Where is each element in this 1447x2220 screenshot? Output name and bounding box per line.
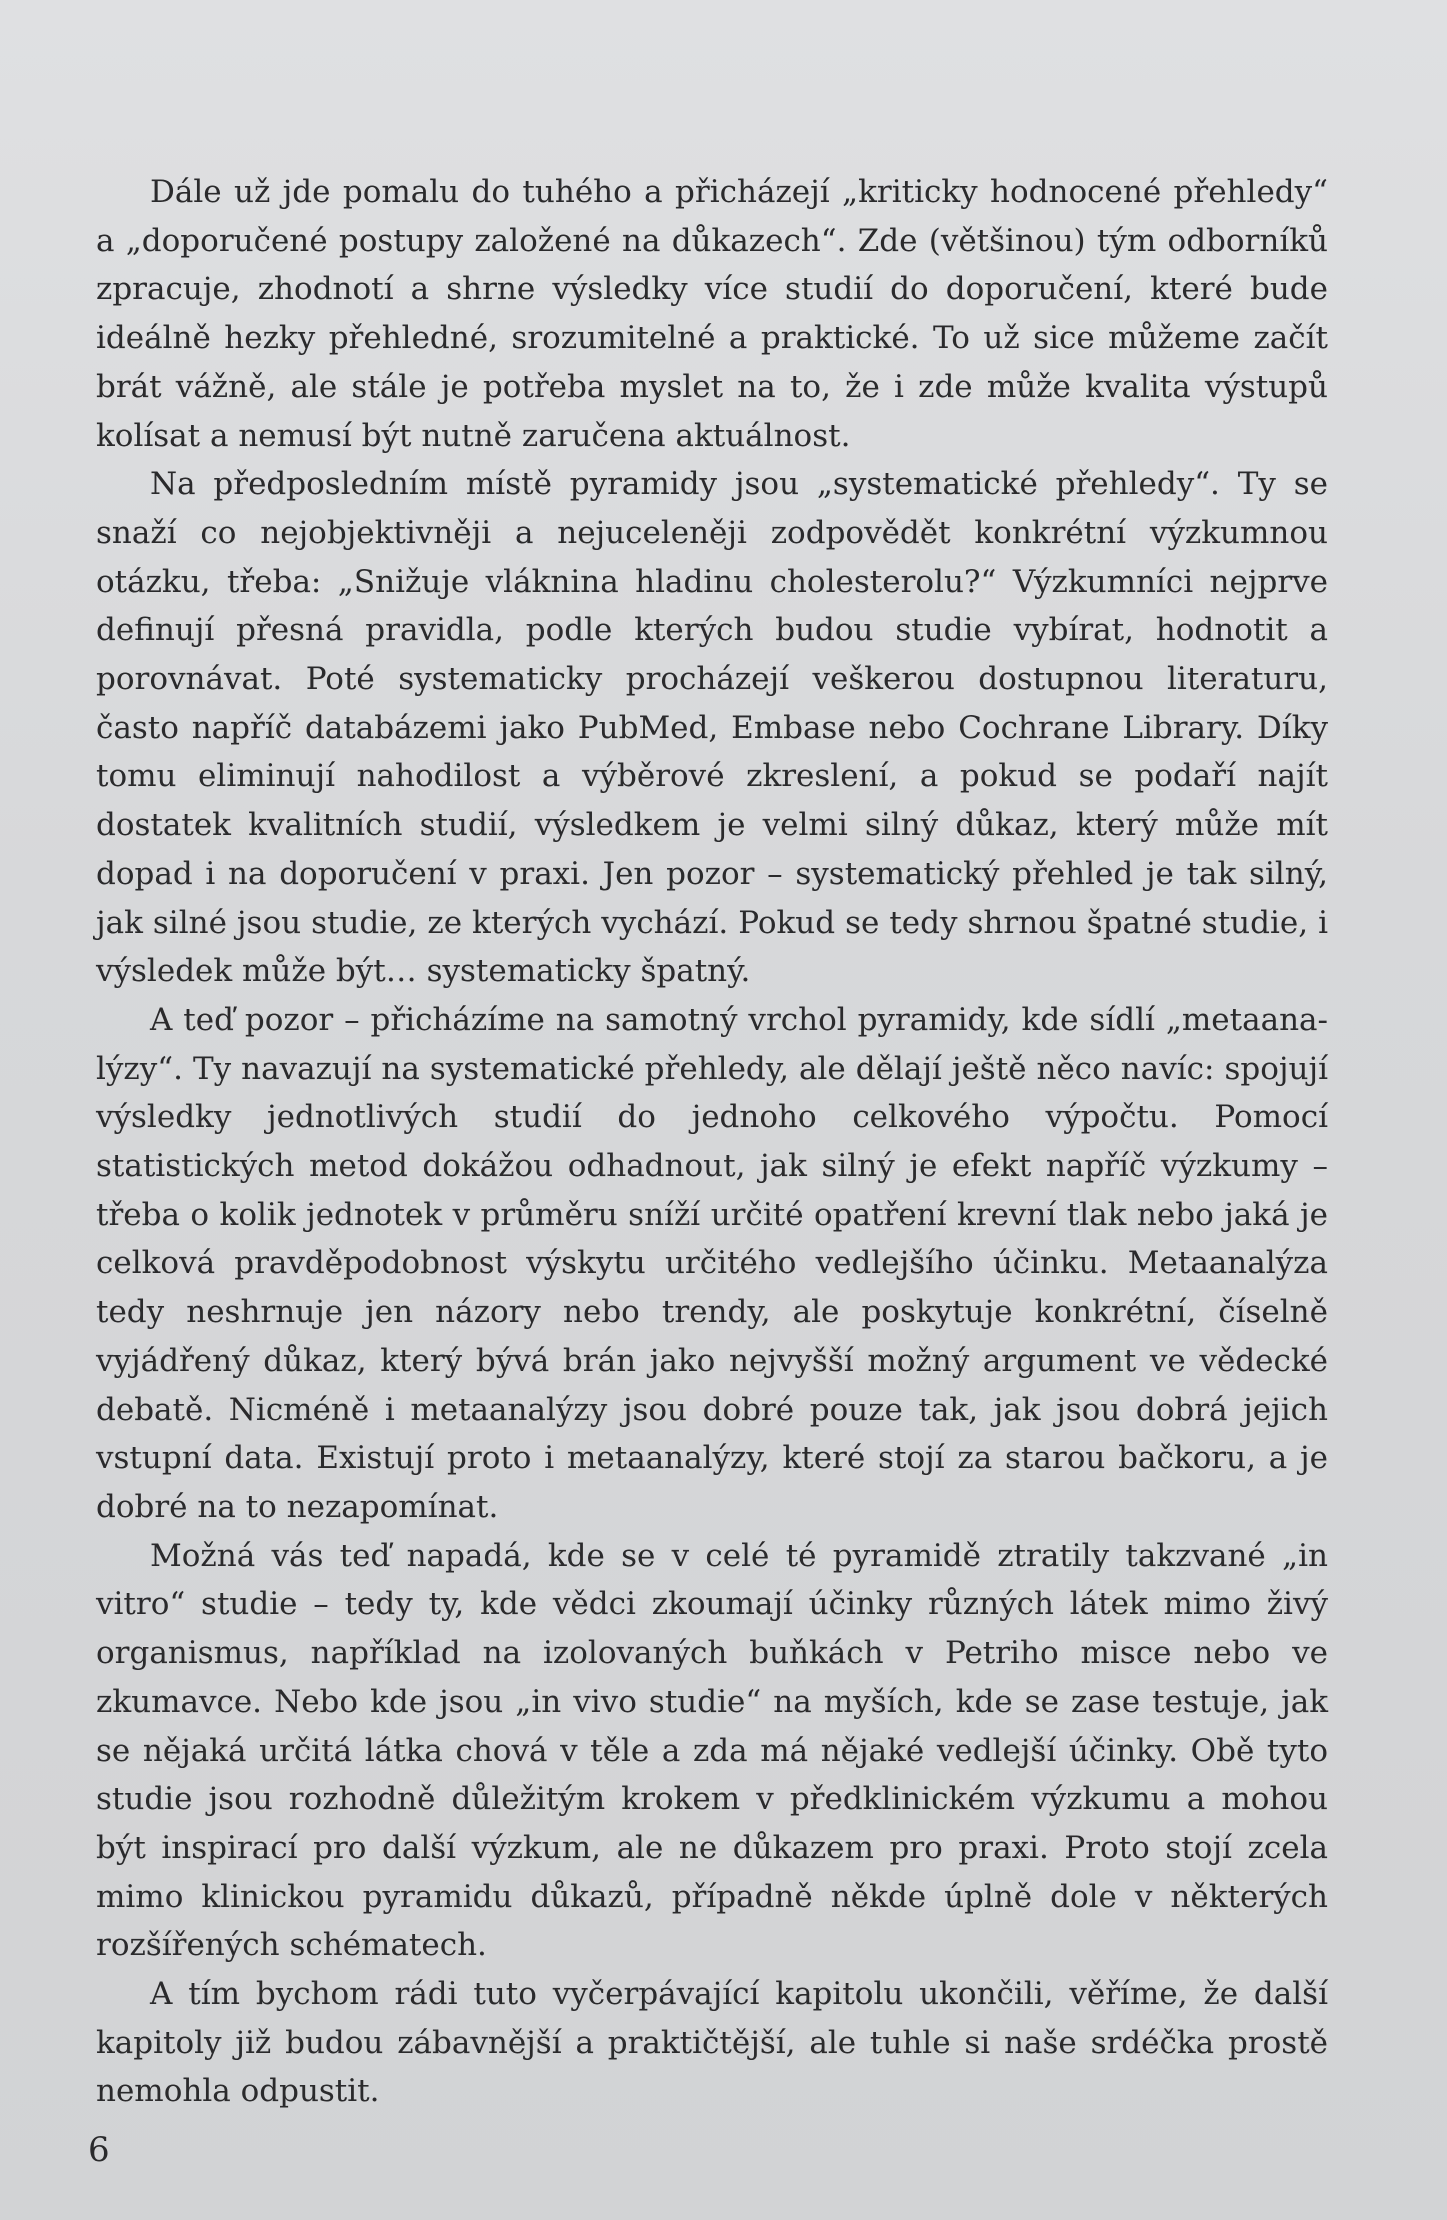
paragraph-systematic-reviews: Na předposledním místě pyramidy jsou „systematické přehledy“. Ty se snaží co nejobjektivněji a nejuceleněji zodpovědět konkrétní výzkumnou otázku, třeba: „Snižuje vláknina hladinu cholesterolu?“ Výzkumníci nejprve definují přesná pravidla, podle kterých budou studie vybírat, hodnotit a porovnávat. Poté systematicky procházejí veškerou dostupnou literaturu, často napříč databázemi jako PubMed, Embase nebo Cochrane Library. Díky tomu eliminují nahodilost a výběrové zkreslení, a pokud se podaří najít dostatek kvalitních studií, výsledkem je velmi silný důkaz, který může mít dopad i na doporučení v praxi. Jen pozor – systematický přehled je tak silný, jak silné jsou studie, ze kterých vychází. Pokud se tedy shrnou špatné studie, i výsledek může být… systematicky špatný.: [96, 466, 1328, 990]
paragraph-reviews-guidelines: Dále už jde pomalu do tuhého a přicházejí „kriticky hodnocené přehledy“ a „doporučené postupy založené na důkazech“. Zde (většinou) tým odborníků zpracuje, zhodnotí a shrne výsledky více studií do doporučení, které bude ideálně hezky přehledné, srozumitelné a praktické. To už sice můžeme začít brát vážně, ale stále je potřeba myslet na to, že i zde může kvalita výstupů kolísat a nemusí být nutně zaručena aktuálnost.: [96, 174, 1328, 454]
paragraph-in-vitro-in-vivo: Možná vás teď napadá, kde se v celé té pyramidě ztratily takzvané „in vitro“ studie – tedy ty, kde vědci zkoumají účinky různých látek mimo živý organismus, například na izolovaných buňkách v Petriho misce nebo ve zkumavce. Nebo kde jsou „in vivo studie“ na myších, kde se zase testuje, jak se nějaká určitá látka chová v těle a zda má nějaké vedlejší účinky. Obě tyto studie jsou rozhodně důležitým krokem v předklinickém výzkumu a mohou být inspirací pro další výzkum, ale ne důkazem pro praxi. Proto stojí zcela mimo klinickou pyramidu důkazů, případně někde úplně dole v některých rozšířených schématech.: [96, 1537, 1328, 1964]
page-number: 6: [88, 2130, 110, 2170]
paragraph-chapter-end: A tím bychom rádi tuto vyčerpávající kapitolu ukončili, věříme, že další kapitoly již budou zábavnější a praktičtější, ale tuhle si naše srdéčka prostě nemohla odpustit.: [96, 1976, 1328, 2110]
paragraph-meta-analyses: A teď pozor – přicházíme na samotný vrchol pyramidy, kde sídlí „metaanalýzy“. Ty navazují na systematické přehledy, ale dělají ještě něco navíc: spojují výsledky jednotlivých studií do jednoho celkového výpočtu. Pomocí statistických metod dokážou odhadnout, jak silný je efekt napříč výzkumy – třeba o kolik jednotek v průměru sníží určité opatření krevní tlak nebo jaká je celková pravděpodobnost výskytu určitého vedlejšího účinku. Metaanalýza tedy neshrnuje jen názory nebo trendy, ale poskytuje konkrétní, číselně vyjádřený důkaz, který bývá brán jako nejvyšší možný argument ve vědecké debatě. Nicméně i metaanalýzy jsou dobré pouze tak, jak jsou dobrá jejich vstupní data. Existují proto i metaanalýzy, které stojí za starou bačkoru, a je dobré na to nezapomínat.: [96, 1001, 1328, 1525]
page-body-text: [96, 168, 1328, 2116]
